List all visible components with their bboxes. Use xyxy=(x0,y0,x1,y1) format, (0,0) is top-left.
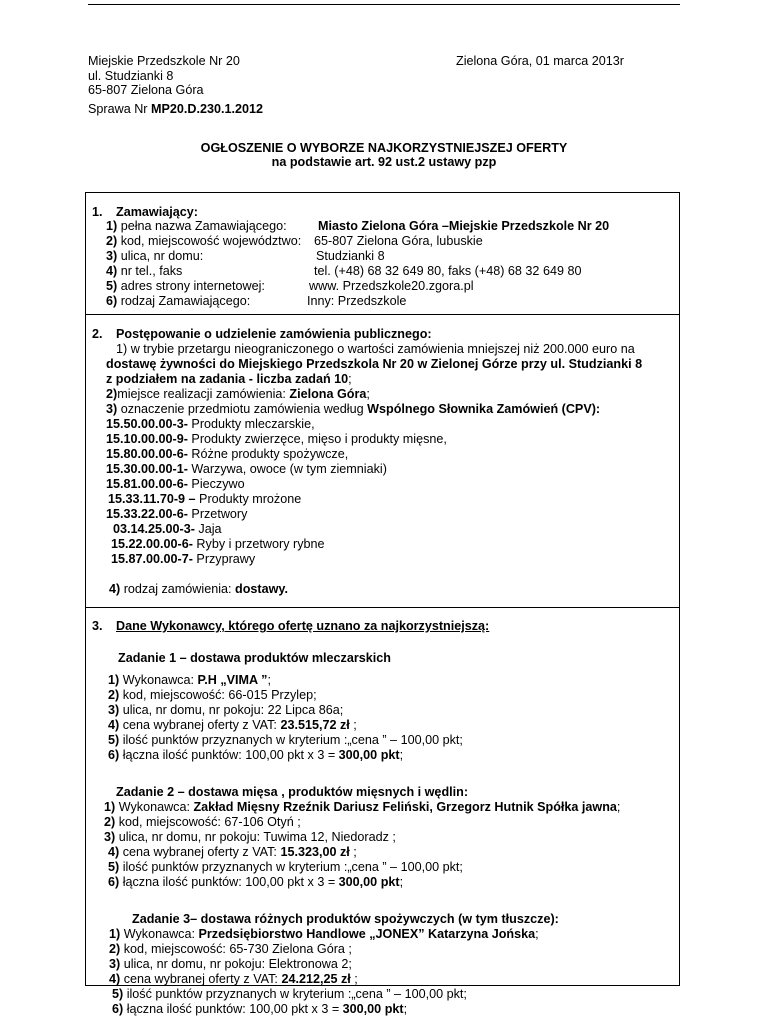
section-separator-2 xyxy=(86,607,679,608)
task1-points: 5) ilość punktów przyznanych w kryterium :„cena ” – 100,00 pkt; xyxy=(108,733,463,747)
main-content-box xyxy=(85,192,680,1016)
task3-total: 6) łączna ilość punktów: 100,00 pkt x 3 = 300,00 pkt; xyxy=(112,1002,408,1016)
section-separator-1 xyxy=(86,314,679,315)
section1-heading: Zamawiający: xyxy=(116,205,198,219)
task3-street: 3) ulica, nr domu, nr pokoju: Elektronowa 2; xyxy=(109,957,352,971)
sender-name: Miejskie Przedszkole Nr 20 xyxy=(88,54,240,68)
section2-heading: Postępowanie o udzielenie zamówienia publicznego: xyxy=(116,327,432,341)
cpv-item: 15.81.00.00-6- Pieczywo xyxy=(106,477,245,491)
task1-title: Zadanie 1 – dostawa produktów mleczarskich xyxy=(118,651,391,665)
task2-points: 5) ilość punktów przyznanych w kryterium :„cena ” – 100,00 pkt; xyxy=(108,860,463,874)
cpv-item: 15.22.00.00-6- Ryby i przetwory rybne xyxy=(111,537,325,551)
section1-row-5-label: 5) adres strony internetowej: xyxy=(106,279,265,293)
task2-total: 6) łączna ilość punktów: 100,00 pkt x 3 = 300,00 pkt; xyxy=(108,875,404,889)
task2-street: 3) ulica, nr domu, nr pokoju: Tuwima 12, Niedoradz ; xyxy=(104,830,396,844)
case-reference xyxy=(88,102,263,117)
section1-row-3-label: 3) ulica, nr domu: xyxy=(106,249,204,263)
task2-price: 4) cena wybranej oferty z VAT: 15.323,00 zł ; xyxy=(108,845,357,859)
task1-contractor: 1) Wykonawca: P.H „VIMA ”; xyxy=(108,673,271,687)
section1-number: 1. xyxy=(92,205,103,219)
place-date: Zielona Góra, 01 marca 2013r xyxy=(456,54,625,68)
section1-row-6-label: 6) rodzaj Zamawiającego: xyxy=(106,294,251,308)
cpv-item: 15.33.22.00-6- Przetwory xyxy=(106,507,248,521)
section2-p3: 3) oznaczenie przedmiotu zamówienia według Wspólnego Słownika Zamówień (CPV): xyxy=(106,402,601,416)
task2-contractor: 1) Wykonawca: Zakład Mięsny Rzeźnik Dariusz Feliński, Grzegorz Hutnik Spółka jawna; xyxy=(104,800,621,814)
document-subtitle: na podstawie art. 92 ust.2 ustawy pzp xyxy=(271,155,497,169)
cpv-item: 03.14.25.00-3- Jaja xyxy=(113,522,222,536)
task1-price: 4) cena wybranej oferty z VAT: 23.515,72 zł ; xyxy=(108,718,357,732)
cpv-item: 15.87.00.00-7- Przyprawy xyxy=(111,552,256,566)
task1-postcode: 2) kod, miejscowość: 66-015 Przylep; xyxy=(108,688,317,702)
section1-row-1-value: Miasto Zielona Góra –Miejskie Przedszkole Nr 20 xyxy=(318,219,610,233)
top-rule xyxy=(88,4,680,5)
sender-address xyxy=(88,54,240,98)
task2-title: Zadanie 2 – dostawa mięsa , produktów mięsnych i wędlin: xyxy=(116,785,469,799)
task1-street: 3) ulica, nr domu, nr pokoju: 22 Lipca 86a; xyxy=(108,703,344,717)
section1-row-4-value: tel. (+48) 68 32 649 80, faks (+48) 68 32 649 80 xyxy=(314,264,582,278)
section2-p1-line1: 1) w trybie przetargu nieograniczonego o wartości zamówienia mniejszej niż 200.000 euro na xyxy=(116,342,635,356)
section2-p2: 2)miejsce realizacji zamówienia: Zielona Góra; xyxy=(106,387,370,401)
task2-postcode: 2) kod, miejscowość: 67-106 Otyń ; xyxy=(104,815,301,829)
sender-street: ul. Studzianki 8 xyxy=(88,68,174,83)
cpv-item: 15.80.00.00-6- Różne produkty spożywcze, xyxy=(106,447,349,461)
task3-postcode: 2) kod, miejscowość: 65-730 Zielona Góra ; xyxy=(109,942,352,956)
section2-number: 2. xyxy=(92,327,103,341)
section1-row-5-value: www. Przedszkole20.zgora.pl xyxy=(309,279,474,293)
section2-p1-line3: z podziałem na zadania - liczba zadań 10; xyxy=(106,372,352,386)
section3-heading: Dane Wykonawcy, którego ofertę uznano za najkorzystniejszą: xyxy=(116,619,490,633)
sender-city: 65-807 Zielona Góra xyxy=(88,83,204,98)
section1-row-1-label: 1) pełna nazwa Zamawiającego: xyxy=(106,219,287,233)
section1-row-2-label: 2) kod, miejscowość województwo: xyxy=(106,234,302,248)
task3-points: 5) ilość punktów przyznanych w kryterium :„cena ” – 100,00 pkt; xyxy=(112,987,467,1001)
task3-title: Zadanie 3– dostawa różnych produktów spożywczych (w tym tłuszcze): xyxy=(132,912,559,926)
section1-row-3-value: Studzianki 8 xyxy=(316,249,385,263)
section1-row-6-value: Inny: Przedszkole xyxy=(307,294,407,308)
cpv-item: 15.33.11.70-9 – Produkty mrożone xyxy=(108,492,302,506)
document-title: OGŁOSZENIE O WYBORZE NAJKORZYSTNIEJSZEJ OFERTY xyxy=(200,141,568,155)
section1-row-2-value: 65-807 Zielona Góra, lubuskie xyxy=(314,234,483,248)
cpv-item: 15.10.00.00-9- Produkty zwierzęce, mięso i produkty mięsne, xyxy=(106,432,447,446)
section3-number: 3. xyxy=(92,619,103,633)
section2-p1-line2: dostawę żywności do Miejskiego Przedszkola Nr 20 w Zielonej Górze przy ul. Studzianki 8 xyxy=(106,357,643,371)
case-prefix: Sprawa Nr xyxy=(88,102,151,116)
task1-total: 6) łączna ilość punktów: 100,00 pkt x 3 = 300,00 pkt; xyxy=(108,748,404,762)
task3-price: 4) cena wybranej oferty z VAT: 24.212,25 zł ; xyxy=(109,972,358,986)
task3-contractor: 1) Wykonawca: Przedsiębiorstwo Handlowe „JONEX” Katarzyna Jońska; xyxy=(109,927,539,941)
section1-row-4-label: 4) nr tel., faks xyxy=(106,264,183,278)
case-number: MP20.D.230.1.2012 xyxy=(151,102,264,116)
cpv-item: 15.50.00.00-3- Produkty mleczarskie, xyxy=(106,417,315,431)
cpv-item: 15.30.00.00-1- Warzywa, owoce (w tym ziemniaki) xyxy=(106,462,387,476)
section2-p4: 4) rodzaj zamówienia: dostawy. xyxy=(109,582,288,596)
